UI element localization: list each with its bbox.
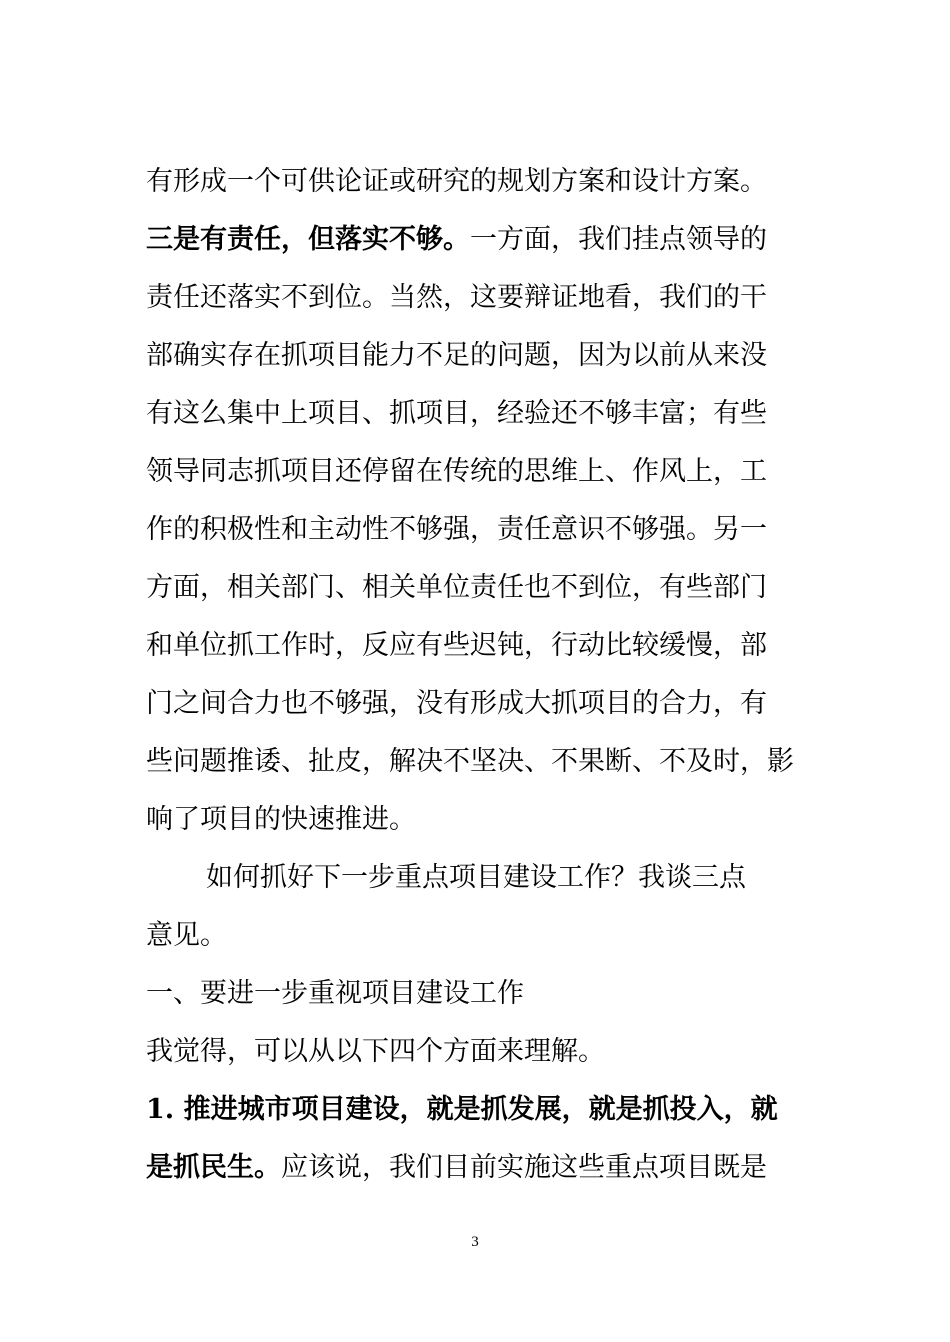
paragraph-line <box>146 452 806 492</box>
paragraph-line <box>146 800 806 840</box>
text-run: 意见。 <box>146 920 227 951</box>
paragraph-line <box>146 568 806 608</box>
bold-heading-run: 是抓民生。 <box>146 1152 281 1183</box>
paragraph-line-indented <box>206 858 806 898</box>
text-run: 作的积极性和主动性不够强，责任意识不够强。另一 <box>146 514 767 545</box>
paragraph-line <box>146 626 806 666</box>
paragraph-line <box>146 684 806 724</box>
text-run: 我觉得，可以从以下四个方面来理解。 <box>146 1036 605 1067</box>
paragraph-line <box>146 336 806 376</box>
page-number: 3 <box>471 1234 479 1250</box>
bold-heading-run: 三是有责任，但落实不够。 <box>146 224 470 255</box>
paragraph-line <box>146 742 806 782</box>
paragraph-line <box>146 916 806 956</box>
text-run: 一、要进一步重视项目建设工作 <box>146 978 524 1009</box>
paragraph-line <box>146 220 806 260</box>
text-run: 方面，相关部门、相关单位责任也不到位，有些部门 <box>146 572 767 603</box>
text-run: 应该说，我们目前实施这些重点项目既是 <box>281 1152 767 1183</box>
text-run: 如何抓好下一步重点项目建设工作？我谈三点 <box>206 862 746 893</box>
paragraph-line <box>146 1148 806 1188</box>
text-run: 有这么集中上项目、抓项目，经验还不够丰富；有些 <box>146 398 767 429</box>
bold-heading-run: 1. 推进城市项目建设，就是抓发展，就是抓投入，就 <box>146 1094 778 1125</box>
text-run: 一方面，我们挂点领导的 <box>470 224 767 255</box>
paragraph-line <box>146 278 806 318</box>
paragraph-line <box>146 394 806 434</box>
text-run: 领导同志抓项目还停留在传统的思维上、作风上，工 <box>146 456 767 487</box>
paragraph-line <box>146 1032 806 1072</box>
text-run: 门之间合力也不够强，没有形成大抓项目的合力，有 <box>146 688 767 719</box>
text-run: 有形成一个可供论证或研究的规划方案和设计方案。 <box>146 166 767 197</box>
text-run: 和单位抓工作时，反应有些迟钝，行动比较缓慢，部 <box>146 630 767 661</box>
section-heading <box>146 974 806 1014</box>
text-run: 响了项目的快速推进。 <box>146 804 416 835</box>
paragraph-line <box>146 510 806 550</box>
text-run: 些问题推诿、扯皮，解决不坚决、不果断、不及时，影 <box>146 746 794 777</box>
paragraph-line <box>146 162 806 202</box>
text-run: 部确实存在抓项目能力不足的问题，因为以前从来没 <box>146 340 767 371</box>
text-run: 责任还落实不到位。当然，这要辩证地看，我们的干 <box>146 282 767 313</box>
paragraph-line <box>146 1090 806 1130</box>
